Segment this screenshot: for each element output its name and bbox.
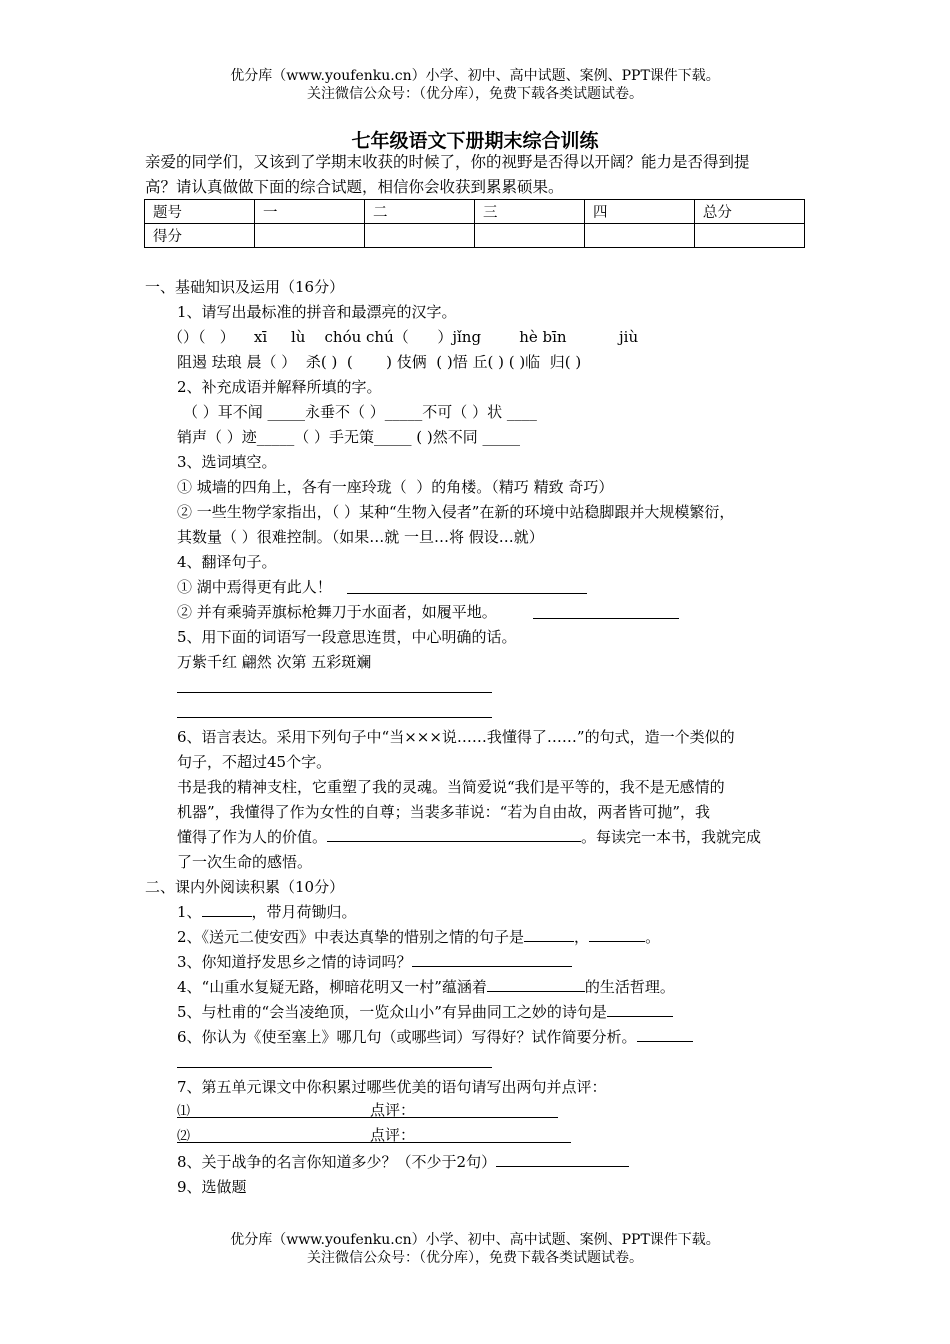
q4-prompt: 4、翻译句子。: [177, 553, 277, 571]
q5-answer-line-2[interactable]: [177, 717, 492, 718]
score-cell: [474, 224, 584, 248]
s2-q3-text: 3、你知道抒发思乡之情的诗词吗？: [177, 953, 412, 971]
s2-q6-text: 6、你认为《使至塞上》哪几句（或哪些词）写得好？试作简要分析。: [177, 1028, 637, 1046]
score-cell: 得分: [145, 224, 255, 248]
s2-q3-blank[interactable]: [412, 952, 572, 967]
footer-line-2: 关注微信公众号：（优分库），免费下载各类试题试卷。: [307, 1250, 643, 1266]
header-line-2: 关注微信公众号：（优分库），免费下载各类试题试卷。: [307, 86, 643, 102]
s2-q2-comma: ，: [574, 928, 590, 946]
s2-q2-period: 。: [645, 928, 661, 946]
section2-heading: 二、课内外阅读积累（10分）: [145, 878, 345, 896]
q4-item-1: ① 湖中焉得更有此人！: [177, 578, 332, 596]
q1-pinyin-row: （）（ ） xī lù chóu chú（ ）jǐng hè bīn jiù: [168, 328, 639, 346]
s2-q7-item-1-comment: 点评：: [370, 1101, 416, 1119]
s2-q3: [177, 952, 572, 972]
q3-item-1: ① 城墙的四角上，各有一座玲珑（ ）的角楼。（精巧 精致 奇巧）: [177, 478, 614, 496]
score-cell: 三: [474, 200, 584, 224]
s2-q7-item-1-line[interactable]: [177, 1117, 558, 1118]
s2-q1-blank[interactable]: [202, 902, 252, 917]
s2-q7-item-1: [177, 1102, 190, 1122]
q6-passage-line-1: 书是我的精神支柱，它重塑了我的灵魂。当简爱说“我们是平等的，我不是无感情的: [177, 778, 725, 796]
s2-q6-answer-line[interactable]: [177, 1067, 492, 1068]
score-cell: [364, 224, 474, 248]
q6-prompt-line-1: 6、语言表达。采用下列句子中“当×××说……我懂得了……”的句式，造一个类似的: [177, 728, 735, 746]
q4-item-2: ② 并有乘骑弄旗标枪舞刀于水面者，如履平地。: [177, 603, 497, 621]
q2-idiom-row-1: （ ）耳不闻 _____永垂不（ ）_____不可（ ）状 ____: [183, 403, 537, 421]
s2-q5-blank[interactable]: [607, 1002, 673, 1017]
header-line-1: 优分库（www.youfenku.cn）小学、初中、高中试题、案例、PPT课件下载。: [230, 68, 720, 84]
s2-q1: [177, 902, 357, 922]
s2-q1-text: ，带月荷锄归。: [251, 903, 357, 921]
s2-q2-text: 2、《送元二使安西》中表达真挚的惜别之情的句子是: [177, 928, 525, 946]
s2-q7-item-2-comment: 点评：: [370, 1126, 416, 1144]
q6-passage-line-2: 机器”，我懂得了作为女性的自尊；当裴多菲说：“若为自由故，两者皆可抛”，我: [177, 803, 711, 821]
q4-item-1-answer-line[interactable]: [347, 593, 587, 594]
q3-item-2-line-2: 其数量（ ）很难控制。（如果…就 一旦…将 假设…就）: [177, 528, 544, 546]
s2-q6-blank[interactable]: [637, 1027, 693, 1042]
q6-passage-line-4: 了一次生命的感悟。: [177, 853, 313, 871]
q6-passage-line-3: [177, 827, 761, 847]
score-cell: 二: [364, 200, 474, 224]
intro-paragraph: [145, 150, 815, 200]
s2-q4-blank[interactable]: [487, 977, 585, 992]
score-cell: 一: [254, 200, 364, 224]
score-table: [144, 199, 805, 248]
s2-q4-text-a: 4、“山重水复疑无路，柳暗花明又一村”蕴涵着: [177, 978, 487, 996]
s2-q8-blank[interactable]: [496, 1152, 629, 1167]
score-cell: 总分: [694, 200, 804, 224]
q6-answer-blank[interactable]: [327, 827, 581, 842]
s2-q7-item-2-number: ⑵: [177, 1129, 191, 1144]
s2-q2-blank-1[interactable]: [524, 927, 574, 942]
q2-idiom-row-2: 销声（ ）迹_____（ ）手无策_____ ( )然不同 _____: [177, 428, 521, 446]
s2-q4: [177, 977, 675, 997]
q5-word-list: 万紫千红 翩然 次第 五彩斑斓: [177, 653, 372, 671]
q5-answer-line-1[interactable]: [177, 692, 492, 693]
q6-prompt-line-2: 句子，不超过45个字。: [177, 753, 332, 771]
s2-q4-text-b: 的生活哲理。: [584, 978, 675, 996]
score-cell: [584, 224, 694, 248]
page-title: 七年级语文下册期末综合训练: [351, 130, 599, 152]
s2-q8-text: 8、关于战争的名言你知道多少？（不少于2句）: [177, 1153, 497, 1171]
score-cell: 四: [584, 200, 694, 224]
s2-q2: [177, 927, 660, 947]
s2-q8: [177, 1152, 629, 1172]
q3-item-2-line-1: ② 一些生物学家指出，（ ）某种“生物入侵者”在新的环境中站稳脚跟并大规模繁衍，: [177, 503, 735, 521]
score-cell: [694, 224, 804, 248]
s2-q9: 9、选做题: [177, 1178, 247, 1196]
s2-q6: [177, 1027, 693, 1047]
s2-q5: [177, 1002, 673, 1022]
s2-q7-item-2: [177, 1127, 190, 1147]
score-cell: 题号: [145, 200, 255, 224]
footer-line-1: 优分库（www.youfenku.cn）小学、初中、高中试题、案例、PPT课件下载。: [230, 1232, 720, 1248]
q6-passage-text-a: 懂得了作为人的价值。: [177, 828, 328, 846]
q2-prompt: 2、补充成语并解释所填的字。: [177, 378, 382, 396]
s2-q5-text: 5、与杜甫的“会当凌绝顶，一览众山小”有异曲同工之妙的诗句是: [177, 1003, 607, 1021]
s2-q7-prompt: 7、第五单元课文中你积累过哪些优美的语句请写出两句并点评：: [177, 1078, 607, 1096]
q1-character-row: 阻遏 珐琅 晨（ ） 杀( ) ( ) 伎俩 ( )悟 丘( ) ( )临 归( ): [177, 353, 582, 371]
q1-prompt: 1、请写出最标准的拼音和最漂亮的汉字。: [177, 303, 457, 321]
q6-passage-text-b: 。每读完一本书，我就完成: [581, 828, 762, 846]
intro-line-2: 高？请认真做做下面的综合试题，相信你会收获到累累硕果。: [145, 178, 564, 196]
s2-q2-blank-2[interactable]: [589, 927, 645, 942]
q4-item-2-answer-line[interactable]: [533, 618, 679, 619]
s2-q7-item-1-number: ⑴: [177, 1104, 191, 1119]
intro-line-1: 亲爱的同学们，又该到了学期末收获的时候了，你的视野是否得以开阔？能力是否得到提: [145, 153, 750, 171]
score-table-header-row: [145, 200, 805, 224]
s2-q1-number: 1、: [177, 903, 202, 921]
score-table-score-row: [145, 224, 805, 248]
q3-prompt: 3、选词填空。: [177, 453, 277, 471]
section1-heading: 一、基础知识及运用（16分）: [145, 278, 345, 296]
score-cell: [254, 224, 364, 248]
q5-prompt: 5、用下面的词语写一段意思连贯，中心明确的话。: [177, 628, 517, 646]
